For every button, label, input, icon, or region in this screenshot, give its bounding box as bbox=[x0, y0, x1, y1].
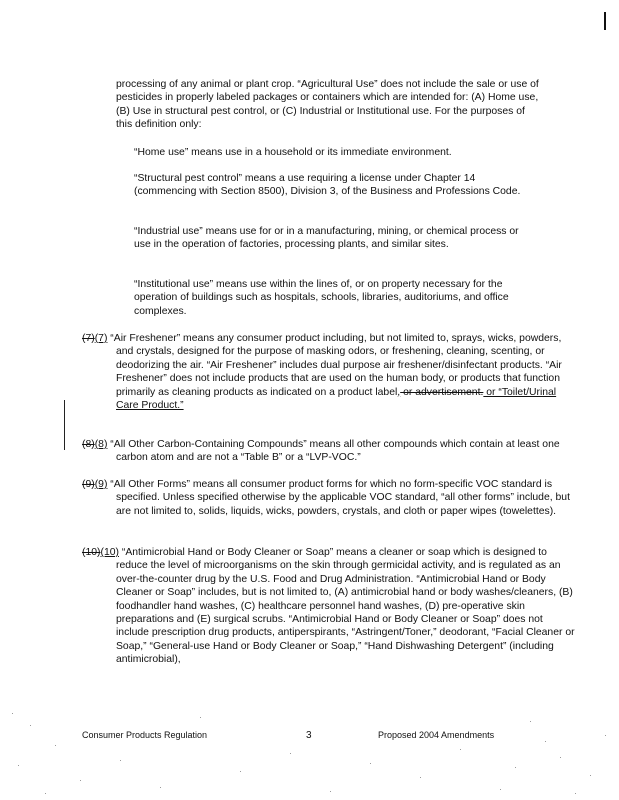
subdefinition-industrial-use: “Industrial use” means use for or in a manufacturing, mining, or chemical process or use in the operation of factories, processing plants, and similar sites. bbox=[134, 226, 519, 251]
revision-change-bar bbox=[64, 400, 65, 450]
definition-text: “All Other Forms” means all consumer product forms for which no form-specific VOC standard is specified. Unless specified otherwise by the applicable VOC standard, “all other forms” include, but are not limited to, solids, liquids, wicks, powders, crystals, and cloth or paper wipes (towelettes). bbox=[110, 479, 570, 517]
deleted-text: or advertisement. bbox=[400, 386, 484, 398]
intro-paragraph: processing of any animal or plant crop. “Agricultural Use” does not include the sale or use of pesticides in properly labeled packages or containers which are intended for: (A) Home use, (B) Use in structural pest control, or (C) Industrial or Institutional use. For the purposes of this definition only: bbox=[116, 79, 539, 131]
new-number: (7) bbox=[94, 333, 108, 344]
definition-all-other-carbon-compounds bbox=[82, 438, 576, 465]
footer-document-version: Proposed 2004 Amendments bbox=[378, 730, 495, 740]
footer-document-title: Consumer Products Regulation bbox=[82, 730, 208, 740]
inserted-text: , bbox=[397, 386, 401, 398]
definition-text: “Air Freshener” means any consumer product including, but not limited to, sprays, wicks, powders, and crystals, designed for the purpose of masking odors, or freshening, cleaning, scenting, or deodorizing the air. “Air Freshener” includes dual purpose air freshener/disinfectant products. “Air Freshener” does not include products that are used on the human body, or products that function primarily as cleaning products as indicated on a product label bbox=[110, 333, 562, 398]
old-number: (7) bbox=[82, 333, 95, 344]
new-number: (8) bbox=[94, 439, 108, 450]
inserted-text: or “Toilet/Urinal Care Product.” bbox=[116, 386, 557, 412]
footer-page-number: 3 bbox=[306, 730, 312, 741]
subdefinition-structural-pest-control: “Structural pest control” means a use requiring a license under Chapter 14 (commencing with Section 8500), Division 3, of the Business and Professions Code. bbox=[134, 173, 521, 198]
subdefinition-institutional-use: “Institutional use” means use within the lines of, or on property necessary for the operation of buildings such as hospitals, schools, libraries, auditoriums, and office complexes. bbox=[134, 279, 509, 317]
new-number: (10) bbox=[100, 547, 119, 558]
definition-text: “Antimicrobial Hand or Body Cleaner or Soap” means a cleaner or soap which is designed to reduce the level of microorganisms on the skin through germicidal activity, and is regulated as an over-the-counter drug by the U.S. Food and Drug Administration. “Antimicrobial Hand or Body Cleaner or Soap” includes, but is not limited to, (A) antimicrobial hand or body washes/cleaners, (B) foodhandler hand washes, (C) healthcare personnel hand washes, (D) pre-operative skin preparations and (E) surgical scrubs. “Antimicrobial Hand or Body Cleaner or Soap” does not include prescription drug products, antiperspirants, “Astringent/Toner,” deodorant, “Facial Cleaner or Soap,” “General-use Hand or Body Cleaner or Soap,” “Hand Dishwashing Detergent” (including antimicrobial), bbox=[116, 547, 575, 666]
definition-all-other-forms bbox=[82, 478, 576, 518]
scan-noise bbox=[0, 705, 619, 800]
new-number: (9) bbox=[94, 479, 108, 490]
definition-air-freshener bbox=[82, 332, 576, 412]
old-number: (10) bbox=[82, 547, 101, 558]
old-number: (8) bbox=[82, 439, 95, 450]
definition-antimicrobial-hand-soap bbox=[82, 546, 576, 667]
corner-mark bbox=[604, 12, 606, 30]
definition-text: “All Other Carbon-Containing Compounds” means all other compounds which contain at least one carbon atom and are not a “Table B” or a “LVP-VOC.” bbox=[110, 439, 560, 464]
old-number: (9) bbox=[82, 479, 95, 490]
subdefinition-home-use: “Home use” means use in a household or its immediate environment. bbox=[134, 147, 452, 158]
